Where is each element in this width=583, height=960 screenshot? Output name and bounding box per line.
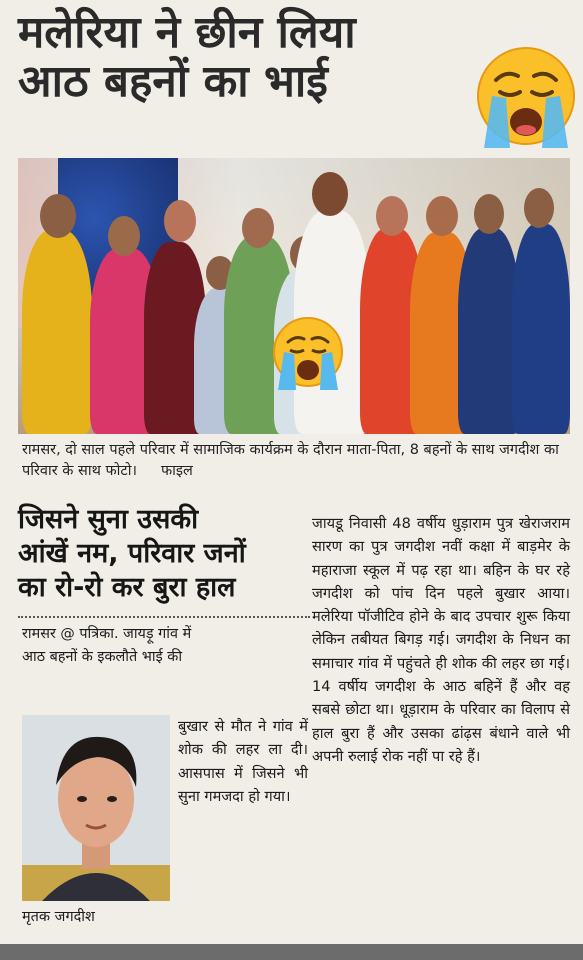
photo-caption-tag: फाइल <box>160 463 193 479</box>
byline-lead: रामसर @ पत्रिका. जायड़ू गांव में <box>22 626 192 642</box>
article-byline <box>22 623 312 669</box>
portrait-caption: मृतक जगदीश <box>22 909 95 925</box>
headline-line-2: आठ बहनों का भाई <box>18 56 328 108</box>
portrait-photo <box>22 715 170 901</box>
headline-line-1: मलेरिया ने छीन लिया <box>18 7 356 58</box>
photo-caption-text: रामसर, दो साल पहले परिवार में सामाजिक कार्यक्रम के दौरान माता-पिता, 8 बहनों के साथ जगदीश का परिवार के साथ फोटो। <box>22 442 559 479</box>
crying-face-small-icon <box>268 312 348 392</box>
byline-rest: आठ बहनों के इकलौते भाई की <box>22 649 183 665</box>
subheadline-line-1: जिसने सुना उसकी <box>18 504 199 535</box>
headline <box>18 8 478 107</box>
article-right-column: जायडू निवासी 48 वर्षीय धुड़ाराम पुत्र खेराजराम सारण का पुत्र जगदीश नवीं कक्षा में बाड़मेर के महाराजा स्कूल में पढ़ रहा था। बहिन के घर रहे जगदीश को पांच दिन पहले बुखार आया। मलेरिया पॉजीटिव होने के बाद उपचार शुरू किया लेकिन तबीयत बिगड़ गई। जगदीश के निधन का समाचार गांव में पहुंचते ही शोक की लहर छा गई। 14 वर्षीय जगदीश के आठ बहिनें हैं और वह सबसे छोटा था। धूड़ाराम के परिवार का विलाप से हाल बुरा हैं और उसका ढांढ़स बंधाने वाले भी अपनी रुलाई रोक नहीं पा रहे हैं। <box>312 515 570 765</box>
family-photo <box>18 158 570 434</box>
subheadline <box>18 503 314 605</box>
crying-face-icon <box>470 40 582 152</box>
subheadline-line-3: का रो-रो कर बुरा हाल <box>18 572 236 603</box>
photo-caption <box>22 440 567 482</box>
article-wrap-text: बुखार से मौत ने गांव में शोक की लहर ला दी। आसपास में जिसने भी सुना गमजदा हो गया। <box>178 718 308 805</box>
divider <box>18 616 310 618</box>
bottom-edge <box>0 944 583 960</box>
subheadline-line-2: आंखें नम, परिवार जनों <box>18 538 246 569</box>
